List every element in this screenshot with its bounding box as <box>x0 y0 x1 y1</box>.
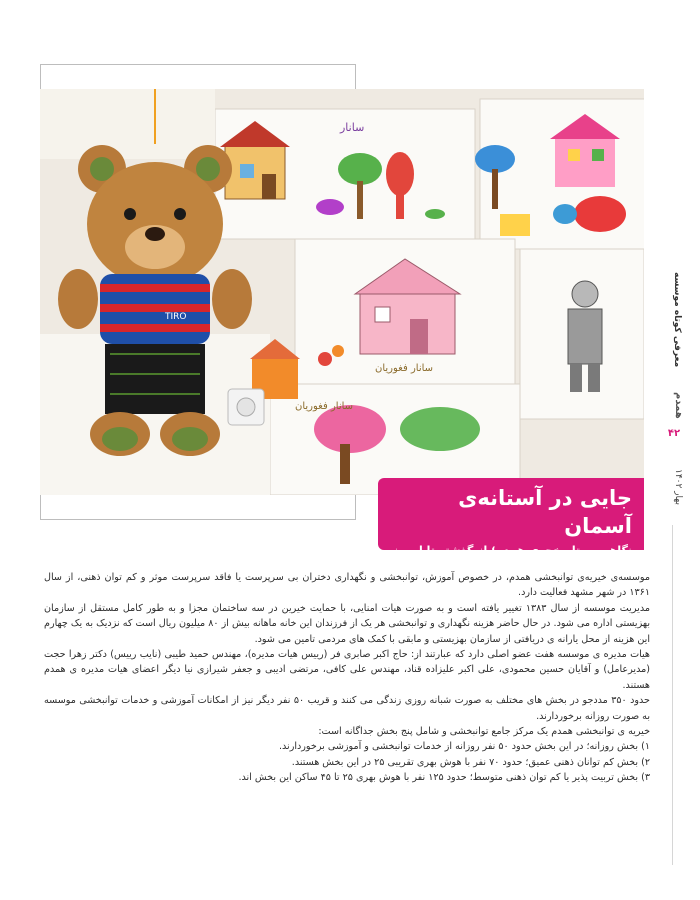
body-paragraph: مدیریت موسسه از سال ۱۳۸۳ تغییر یافته است و به صورت هیات امنایی، با حمایت خیرین در سه ساختمان مجزا و به طور کامل مستقل از سازمان بهزیستی اداره می شود. در حال حاضر هزینه نگهداری و توانبخشی هر یک از فرزندان این خانه ماهانه بیش از ۸۰ میلیون ریال است که نزدیک به یک چهارم این هزینه از محل یارانه ی دریافتی از سازمان بهزیستی و مابقی با کمک های مردمی تامین می شود. <box>44 602 650 645</box>
list-item: ۲) بخش کم توانان ذهنی عمیق؛ حدود ۷۰ نفر با هوش بهری تقریبی ۲۵ در این بخش هستند. <box>291 756 650 768</box>
photo-child-name-2: سانار فغوریان <box>375 363 434 374</box>
drawing-paper-person <box>520 249 644 419</box>
body-paragraph: خیریه ی توانبخشی همدم یک مرکز جامع توانبخشی و شامل پنج بخش جداگانه است: <box>318 726 650 738</box>
article-title: جایی در آستانه‌ی آسمان <box>458 486 632 538</box>
side-divider <box>672 525 673 865</box>
teddy-shirt-text: TIRO <box>165 312 187 322</box>
photo-child-name-3: سانار فغوریان <box>295 401 354 412</box>
cover-photo <box>40 89 644 495</box>
body-paragraph: موسسه‌ی خیریه‌ی توانبخشی همدم، در خصوص آموزش، توانبخشی و نگهداری دختران بی سرپرست یا فاقد سرپرست موثر و کم توان ذهنی، از سال ۱۳۶۱ در شهر مشهد فعالیت دارد. <box>44 572 650 599</box>
magazine-logo: همدم <box>673 392 684 419</box>
list-item: ۱) بخش روزانه؛ در این بخش حدود ۵۰ نفر روزانه از خدمات توانبخشی و آموزشی برخوردارند. <box>278 741 650 753</box>
drawing-paper-middle <box>295 239 515 389</box>
article-subtitle: نگاهی به تاریخچه‌ی همدم؛ از گذشته تا امروز <box>392 544 632 557</box>
issue-label: بهار ۱۴۰۲ <box>673 469 683 505</box>
body-paragraph: هیات مدیره ی موسسه هفت عضو اصلی دارد که عبارتند از: حاج اکبر صابری فر (رییس هیات مدیره)، مهندس حمید طیبی (نایب رییس) دکتر زهرا حجت (مدیرعامل) و آقایان حسین محمودی، علی اکبر علیزاده قناد، مهندس علی کافی، مرتضی ادیبی و جعفر شیرازی نیا دیگر اعضای هیات مدیره ی همدم هستند. <box>44 649 650 691</box>
drawing-paper-top <box>215 109 475 239</box>
list-item: ۳) بخش تربیت پذیر یا کم توان ذهنی متوسط؛ حدود ۱۲۵ نفر با هوش بهری ۲۵ تا ۴۵ ساکن این بخش اند. <box>238 772 650 784</box>
photo-child-name-1: سانار <box>340 121 365 134</box>
page-number: ۴۲ <box>667 428 681 439</box>
photo-illustration <box>40 89 644 495</box>
section-label: معرفی کوتاه موسسه <box>672 272 682 368</box>
title-box <box>378 478 644 557</box>
article-body <box>44 570 650 786</box>
drawing-paper-top-right <box>475 99 644 249</box>
body-paragraph: حدود ۳۵۰ مددجو در بخش های مختلف به صورت شبانه روزی زندگی می کنند و قریب ۵۰ نفر دیگر نیز از امکانات آموزشی و خدمات توانبخشی موسسه به صورت روزانه برخوردارند. <box>44 695 650 722</box>
